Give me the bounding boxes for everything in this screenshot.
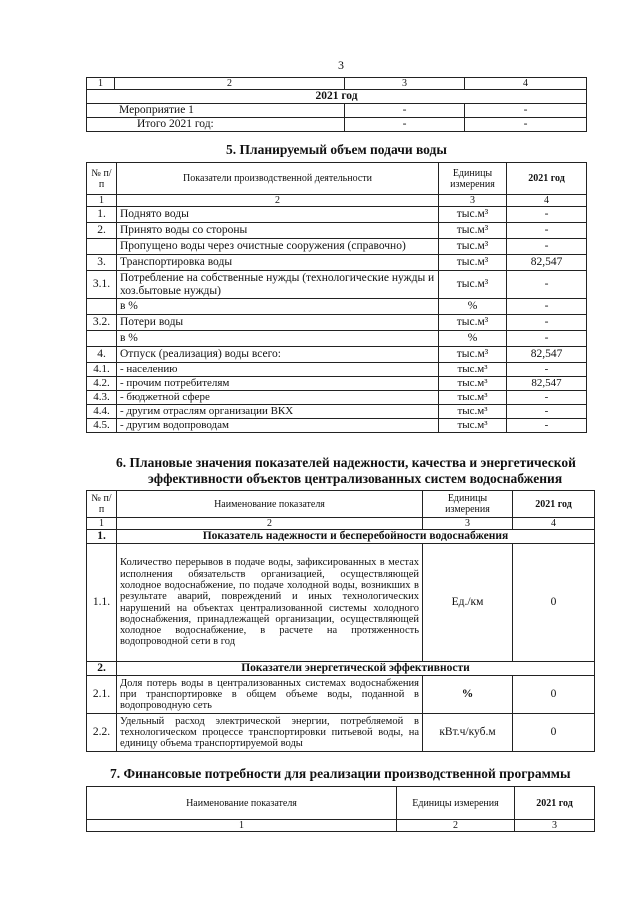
cell-unit: тыс.м³: [439, 223, 507, 239]
table-row: [87, 377, 587, 391]
cell-value: -: [507, 405, 587, 419]
table-row: [87, 255, 587, 271]
cell-name: - другим отраслям организации ВКХ: [117, 405, 439, 419]
table-row: [87, 315, 587, 331]
cell-name: Потери воды: [117, 315, 439, 331]
cell-value: -: [507, 239, 587, 255]
table-row: [87, 271, 587, 299]
cell-num: 4.3.: [87, 391, 117, 405]
cell-name: - другим водопроводам: [117, 419, 439, 433]
cell-num: 2.: [87, 223, 117, 239]
cell-unit: тыс.м³: [439, 255, 507, 271]
section-6-title-line2: эффективности объектов централизованных систем водоснабжения: [148, 471, 563, 486]
table-row: Мероприятие 1: [87, 104, 345, 118]
cell-num: 4.5.: [87, 419, 117, 433]
cell-value: 82,547: [507, 377, 587, 391]
table-row: [87, 347, 587, 363]
cell-name: в %: [117, 331, 439, 347]
cell-num: 1.: [87, 207, 117, 223]
cell-unit: тыс.м³: [439, 239, 507, 255]
cell-num: 4.1.: [87, 363, 117, 377]
cell-name: в %: [117, 299, 439, 315]
cell-value: 82,547: [507, 347, 587, 363]
cell-name: - населению: [117, 363, 439, 377]
cell-value: -: [507, 391, 587, 405]
cell-num: 4.: [87, 347, 117, 363]
indicator-name: Количество перерывов в подаче воды, зафиксированных в местах исполнения обязательств организацией, осуществляющей холодное водоснабжение, по подаче холодной воды, возникших в результате аварий, повреждений и иных технологических нарушений на объектах централизованной системы холодного водоснабжения, принадлежащей организации, осуществляющей холодное водоснабжение, в расчете на протяженность водопроводной сети в год: [117, 544, 423, 662]
cell-name: - прочим потребителям: [117, 377, 439, 391]
cell-value: -: [507, 419, 587, 433]
water-supply-table: № п/п Показатели производственной деятельности Единицы измерения 2021 год 1 2 3 4 1. Поднято воды тыс.м³ - 2. Принято воды со стороны тыс.м³ - Пропущено воды через очистные сооружения (справочно) тыс.м³ - 3. Транспортировка воды тыс.м³ 82,547 3.1. Потребление на собственные нужды (технологические нужды и хоз.бытовые нужды) тыс.м³ - в % % - 3.2. Потери воды тыс.м³ - в % % - 4. Отпуск (реализация) воды всего: тыс.м³ 82,547 4.1. - населению тыс.м³ - 4.2. - прочим потребителям тыс.м³ 82,547 4.3. - бюджетной сфере тыс.м³ - 4.4. - другим отраслям организации ВКХ тыс.м³ - 4.5. - другим водопроводам тыс.м³ -: [86, 162, 587, 433]
reliability-table: № п/п Наименование показателя Единицы измерения 2021 год 1 2 3 4 1. Показатель надежности и бесперебойности водоснабжения 1.1. Количество перерывов в подаче воды, зафиксированных в местах исполнения обязательств организацией, осуществляющей холодное водоснабжение, по подаче холодной воды, возникших в результате аварий, повреждений и иных технологических нарушений на объектах централизованной системы холодного водоснабжения, принадлежащей организации, осуществляющей холодное водоснабжение, в расчете на протяженность водопроводной сети в год Ед./км 0 2. Показатели энергетической эффективности 2.1. Доля потерь воды в централизованных системах водоснабжения при транспортировке в общем объеме воды, поданной в водопроводную сеть % 0 2.2. Удельный расход электрической энергии, потребляемой в технологическом процессе транспортировки питьевой воды, на единицу объема транспортируемой воды кВт.ч/куб.м 0: [86, 490, 595, 752]
cell-num: 4.4.: [87, 405, 117, 419]
cell-unit: тыс.м³: [439, 419, 507, 433]
cell-value: -: [507, 207, 587, 223]
table-row: [87, 419, 587, 433]
cell-unit: тыс.м³: [439, 207, 507, 223]
cell-name: Потребление на собственные нужды (технологические нужды и хоз.бытовые нужды): [117, 271, 439, 299]
cell-value: -: [507, 331, 587, 347]
table-row: [87, 299, 587, 315]
table-row: [87, 207, 587, 223]
cell-unit: тыс.м³: [439, 405, 507, 419]
cell-unit: тыс.м³: [439, 391, 507, 405]
cell-name: Транспортировка воды: [117, 255, 439, 271]
table-row: [87, 331, 587, 347]
section-5-title: 5. Планируемый объем подачи воды: [226, 142, 447, 157]
cell-value: -: [507, 271, 587, 299]
continuation-table: 1 2 3 4 2021 год Мероприятие 1 - - Итого 2021 год: - -: [86, 77, 587, 132]
section-7-title: 7. Финансовые потребности для реализации производственной программы: [110, 766, 571, 781]
cell-unit: %: [439, 299, 507, 315]
cell-unit: тыс.м³: [439, 315, 507, 331]
table-row: [87, 239, 587, 255]
cell-num: [87, 239, 117, 255]
table-row: Итого 2021 год:: [87, 118, 345, 132]
cell-name: Пропущено воды через очистные сооружения (справочно): [117, 239, 439, 255]
table-row: [87, 405, 587, 419]
cell-unit: тыс.м³: [439, 363, 507, 377]
cell-num: 3.1.: [87, 271, 117, 299]
cell-num: 3.: [87, 255, 117, 271]
cell-num: [87, 331, 117, 347]
cell-value: -: [507, 299, 587, 315]
cell-name: - бюджетной сфере: [117, 391, 439, 405]
cell-unit: %: [439, 331, 507, 347]
cell-num: 4.2.: [87, 377, 117, 391]
cell-num: 3.2.: [87, 315, 117, 331]
cell-value: -: [507, 223, 587, 239]
cell-value: -: [507, 363, 587, 377]
group-title: Показатели энергетической эффективности: [117, 662, 595, 676]
cell-name: Принято воды со стороны: [117, 223, 439, 239]
indicator-name: Удельный расход электрической энергии, потребляемой в технологическом процессе транспортировки питьевой воды, на единицу объема транспортируемой воды: [117, 714, 423, 752]
table-row: [87, 391, 587, 405]
section-6-title-line1: 6. Плановые значения показателей надежности, качества и энергетической: [116, 455, 576, 470]
indicator-name: Доля потерь воды в централизованных системах водоснабжения при транспортировке в общем объеме воды, поданной в водопроводную сеть: [117, 676, 423, 714]
cell-unit: тыс.м³: [439, 347, 507, 363]
cell-unit: тыс.м³: [439, 377, 507, 391]
table-row: [87, 223, 587, 239]
group-title: Показатель надежности и бесперебойности водоснабжения: [117, 530, 595, 544]
cell-name: Поднято воды: [117, 207, 439, 223]
cell-name: Отпуск (реализация) воды всего:: [117, 347, 439, 363]
page-number: 3: [338, 58, 344, 72]
financial-needs-table: Наименование показателя Единицы измерения 2021 год 1 2 3: [86, 786, 595, 832]
cell-num: [87, 299, 117, 315]
cell-unit: тыс.м³: [439, 271, 507, 299]
cell-value: 82,547: [507, 255, 587, 271]
cell-value: -: [507, 315, 587, 331]
year-header: 2021 год: [87, 90, 587, 104]
table-row: [87, 363, 587, 377]
